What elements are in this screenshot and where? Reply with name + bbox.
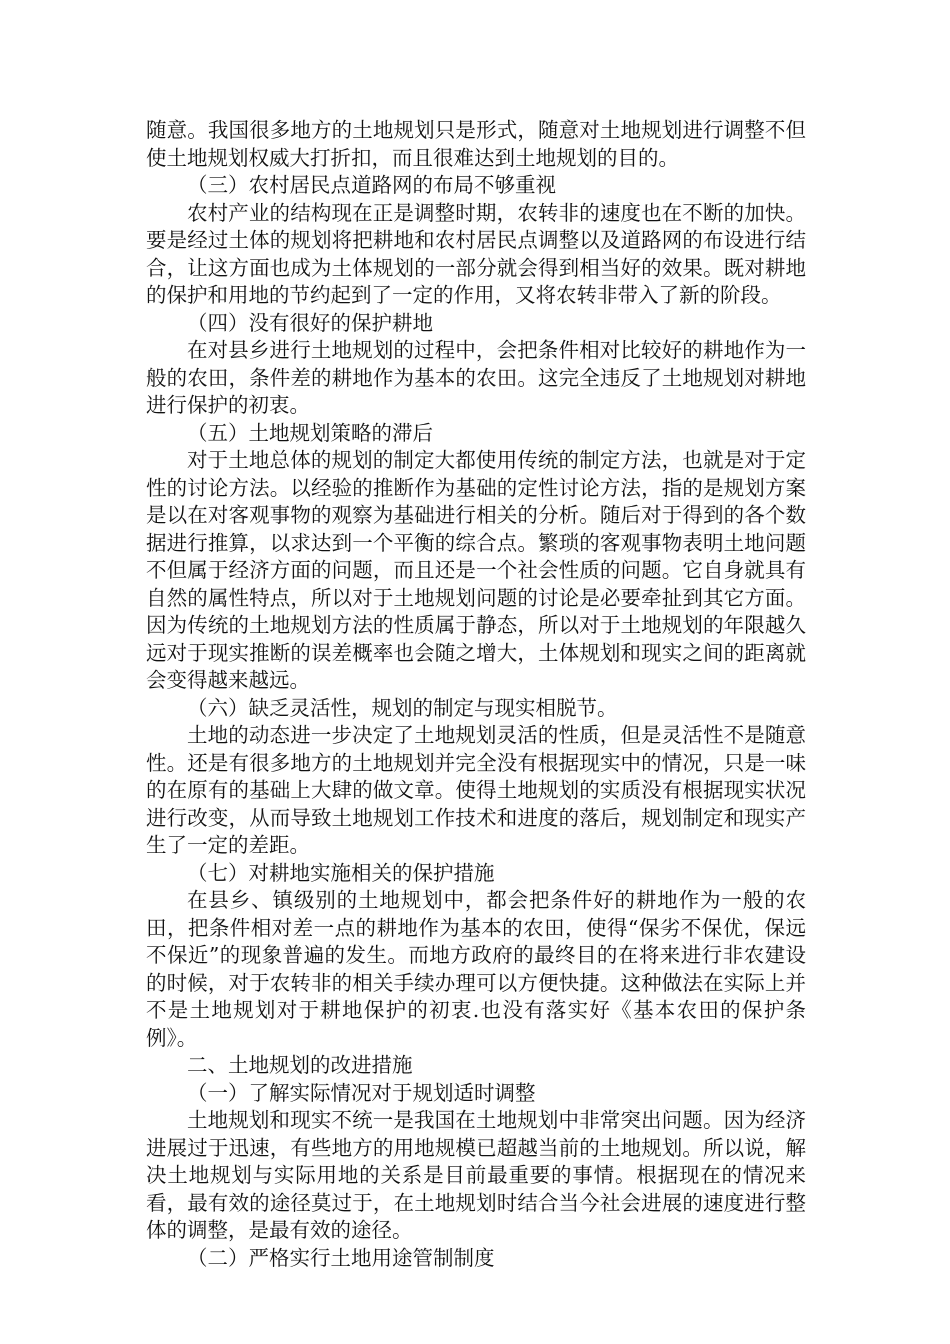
paragraph: 对于土地总体的规划的制定大都使用传统的制定方法，也就是对于定性的讨论方法。以经验的推断作为基础的定性讨论方法，指的是规划方案是以在对客观事物的观察为基础进行相关的分析。随后对于得到的各个数据进行推算，以求达到一个平衡的综合点。繁琐的客观事物表明土地问题不但属于经济方面的问题，而且还是一个社会性质的问题。它自身就具有自然的属性特点，所以对于土地规划问题的讨论是必要牵扯到其它方面。因为传统的土地规划方法的性质属于静态，所以对于土地规划的年限越久远对于现实推断的误差概率也会随之增大，土体规划和现实之间的距离就会变得越来越远。 <box>146 448 806 692</box>
section-heading-6: （六）缺乏灵活性，规划的制定与现实相脱节。 <box>187 695 618 720</box>
chapter-heading-2: 二、土地规划的改进措施 <box>187 1053 413 1077</box>
paragraph: 土地的动态进一步决定了土地规划灵活的性质，但是灵活性不是随意性。还是有很多地方的土地规划并完全没有根据现实中的情况，只是一味的在原有的基础上大肆的做文章。使得土地规划的实质没有根据现实状况进行改变，从而导致土地规划工作技术和进度的落后，规划制定和现实产生了一定的差距。 <box>146 723 806 857</box>
paragraph: 在对县乡进行土地规划的过程中，会把条件相对比较好的耕地作为一般的农田，条件差的耕地作为基本的农田。这完全违反了土地规划对耕地进行保护的初衷。 <box>146 338 806 417</box>
section-heading-2: （二）严格实行土地用途管制制度 <box>187 1245 495 1270</box>
paragraph: 农村产业的结构现在正是调整时期，农转非的速度也在不断的加快。要是经过土体的规划将把耕地和农村居民点调整以及道路网的布设进行结合，让这方面也成为土体规划的一部分就会得到相当好的效果。既对耕地的保护和用地的节约起到了一定的作用，又将农转非带入了新的阶段。 <box>146 200 806 307</box>
paragraph-continuation: 随意。我国很多地方的土地规划只是形式，随意对土地规划进行调整不但使土地规划权威大打折扣，而且很难达到土地规划的目的。 <box>146 118 806 170</box>
section-heading-3: （三）农村居民点道路网的布局不够重视 <box>187 173 556 197</box>
section-heading-1: （一）了解实际情况对于规划适时调整 <box>187 1080 536 1105</box>
document-body <box>146 117 806 1272</box>
section-heading-7: （七）对耕地实施相关的保护措施 <box>187 860 495 885</box>
paragraph: 土地规划和现实不统一是我国在土地规划中非常突出问题。因为经济进展过于迅速，有些地方的用地规模已超越当前的土地规划。所以说，解决土地规划与实际用地的关系是目前最重要的事情。根据现在的情况来看，最有效的途径莫过于，在土地规划时结合当今社会进展的速度进行整体的调整，是最有效的途径。 <box>146 1108 806 1242</box>
section-heading-5: （五）土地规划策略的滞后 <box>187 420 433 445</box>
section-heading-4: （四）没有很好的保护耕地 <box>187 310 433 335</box>
paragraph: 在县乡、镇级别的土地规划中，都会把条件好的耕地作为一般的农田，把条件相对差一点的耕地作为基本的农田，使得“保劣不保优，保远不保近”的现象普遍的发生。而地方政府的最终目的在将来进行非农建设的时候，对于农转非的相关手续办理可以方便快捷。这种做法在实际上并不是土地规划对于耕地保护的初衷.也没有落实好《基本农田的保护条例》。 <box>146 888 806 1050</box>
